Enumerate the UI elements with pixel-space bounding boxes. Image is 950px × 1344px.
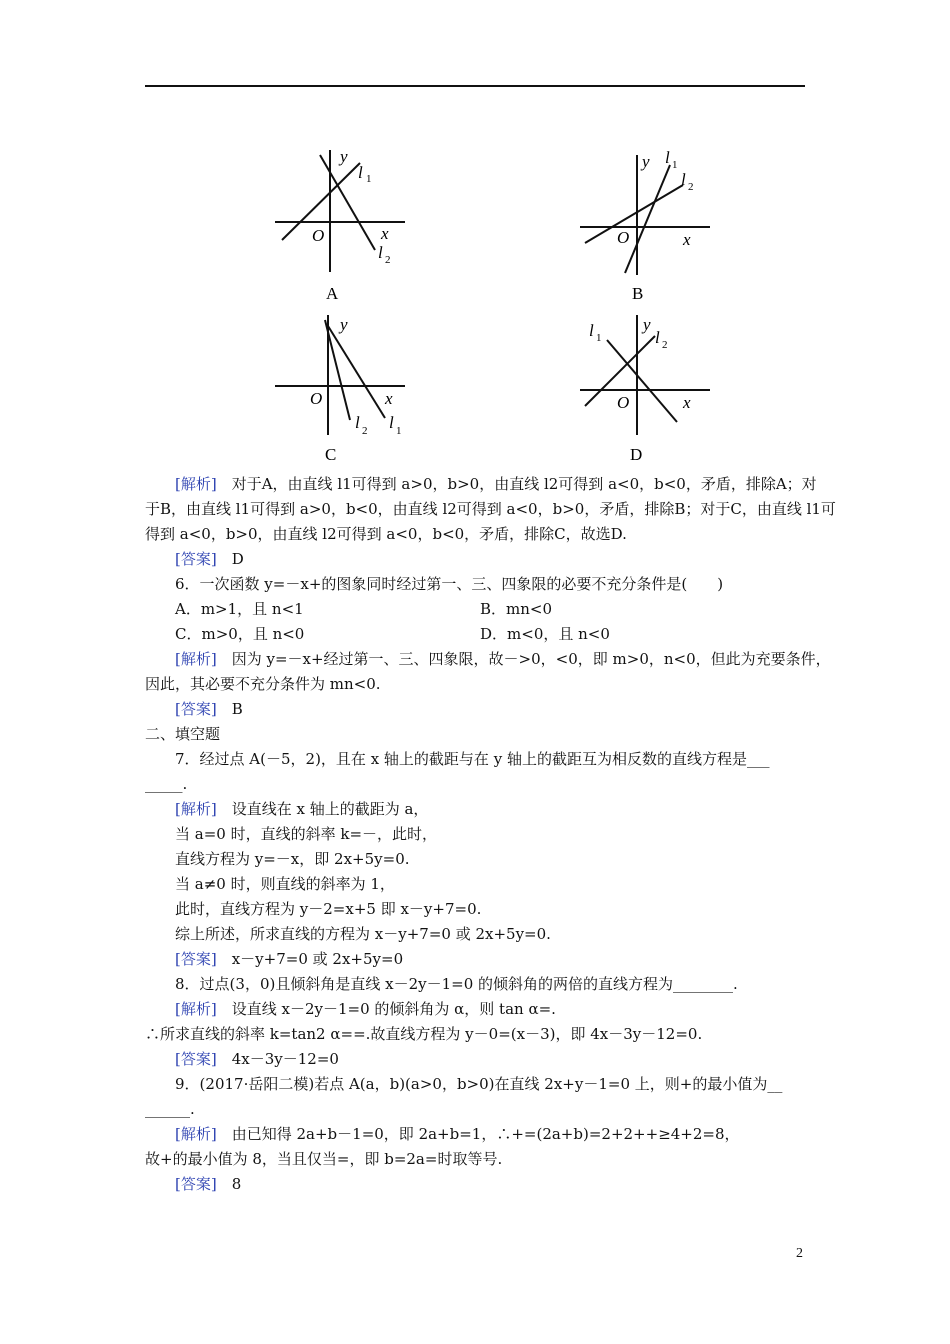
label-tag: [答案] — [175, 550, 217, 568]
line2-label: l — [681, 170, 686, 189]
label-tag: [解析] — [175, 475, 217, 493]
line1-label: l — [358, 163, 363, 182]
line2-label: l — [378, 243, 383, 262]
option-d: D．m<0，且 n<0 — [480, 625, 610, 643]
line2-sub: 2 — [688, 181, 694, 193]
question-9-line2: ______. — [145, 1100, 195, 1118]
analysis-q7-line1: [解析] 设直线在 x 轴上的截距为 a， — [175, 800, 429, 818]
document-body — [145, 472, 836, 1197]
figure-caption: D — [630, 445, 643, 464]
answer-q5: [答案] D — [175, 550, 244, 568]
analysis-q6-line1: [解析] 因为 y=－x+经过第一、三、四象限，故－>0，<0，即 m>0，n<0，但此为充要条件， — [175, 650, 831, 668]
figure-b — [575, 145, 725, 305]
answer-q9: [答案] 8 — [175, 1175, 242, 1193]
line1-sub: 1 — [672, 159, 678, 171]
line2-sub: 2 — [362, 425, 368, 437]
options-row-2 — [145, 622, 810, 647]
analysis-q7-line4: 当 a≠0 时，则直线的斜率为 1， — [175, 875, 395, 893]
figure-a — [270, 145, 420, 305]
analysis-q8-line2: ∴所求直线的斜率 k=tan2 α==.故直线方程为 y－0=(x－3)，即 4x－3y－12=0. — [145, 1025, 703, 1043]
line1-sub: 1 — [396, 425, 402, 437]
figure-c-graph — [270, 310, 420, 470]
label-tag: [答案] — [175, 950, 217, 968]
line2-label: l — [355, 413, 360, 432]
axis-x-label: x — [381, 224, 389, 243]
analysis-q9-line2: 故+的最小值为 8，当且仅当=，即 b=2a=时取等号. — [145, 1150, 503, 1168]
line2-sub: 2 — [662, 339, 668, 351]
axis-x-label: x — [683, 393, 691, 412]
analysis-q7-line5: 此时，直线方程为 y－2=x+5 即 x－y+7=0. — [175, 900, 482, 918]
label-tag: [答案] — [175, 1050, 217, 1068]
page-number: 2 — [796, 1246, 803, 1261]
label-tag: [解析] — [175, 1000, 217, 1018]
options-row-1 — [145, 597, 810, 622]
question-7-line2: _____. — [145, 775, 188, 793]
figure-caption: A — [326, 284, 339, 303]
figure-caption: B — [632, 284, 644, 303]
option-a: A．m>1，且 n<1 — [175, 600, 304, 618]
header-rule — [145, 85, 805, 87]
figure-b-graph — [575, 145, 725, 305]
analysis-q5-line1: [解析] 对于A，由直线 l1可得到 a>0，b>0，由直线 l2可得到 a<0，b<0，矛盾，排除A；对 — [175, 475, 817, 493]
line1-label: l — [665, 148, 670, 167]
figure-a-graph — [270, 145, 420, 305]
line1-label: l — [589, 321, 594, 340]
label-tag: [解析] — [175, 800, 217, 818]
line1-sub: 1 — [366, 173, 372, 185]
label-tag: [答案] — [175, 1175, 217, 1193]
axis-y-label: y — [340, 315, 348, 334]
line2-sub: 2 — [385, 254, 391, 266]
label-tag: [解析] — [175, 1125, 217, 1143]
analysis-q6-line2: 因此，其必要不充分条件为 mn<0. — [145, 675, 381, 693]
analysis-q5-line2: 于B，由直线 l1可得到 a>0，b<0，由直线 l2可得到 a<0，b>0，矛盾，排除B；对于C，由直线 l1可 — [145, 500, 836, 518]
answer-q7: [答案] x－y+7=0 或 2x+5y=0 — [175, 950, 404, 968]
analysis-q7-line6: 综上所述，所求直线的方程为 x－y+7=0 或 2x+5y=0. — [175, 925, 551, 943]
label-tag: [答案] — [175, 700, 217, 718]
axis-y-label: y — [340, 147, 348, 166]
figure-d-graph — [575, 310, 725, 470]
figure-caption: C — [325, 445, 337, 464]
question-9-line1: 9．(2017·岳阳二模)若点 A(a，b)(a>0，b>0)在直线 2x+y－1=0 上，则+的最小值为__ — [175, 1075, 783, 1093]
origin-label: O — [312, 226, 325, 245]
question-7-line1: 7．经过点 A(－5，2)，且在 x 轴上的截距与在 y 轴上的截距互为相反数的直线方程是___ — [175, 750, 770, 768]
axis-x-label: x — [385, 389, 393, 408]
analysis-q5-line3: 得到 a<0，b>0，由直线 l2可得到 a<0，b<0，矛盾，排除C，故选D. — [145, 525, 627, 543]
figure-d — [575, 310, 725, 470]
option-b: B．mn<0 — [480, 600, 553, 618]
axis-y-label: y — [643, 315, 651, 334]
question-8: 8．过点(3，0)且倾斜角是直线 x－2y－1=0 的倾斜角的两倍的直线方程为________. — [175, 975, 738, 993]
line1-label: l — [389, 413, 394, 432]
answer-q8: [答案] 4x－3y－12=0 — [175, 1050, 339, 1068]
line1-sub: 1 — [596, 332, 602, 344]
origin-label: O — [617, 393, 630, 412]
analysis-q8-line1: [解析] 设直线 x－2y－1=0 的倾斜角为 α，则 tan α=. — [175, 1000, 556, 1018]
origin-label: O — [310, 389, 323, 408]
question-6: 6．一次函数 y=－x+的图象同时经过第一、三、四象限的必要不充分条件是( ) — [175, 575, 724, 593]
axis-x-label: x — [683, 230, 691, 249]
analysis-q7-line3: 直线方程为 y=－x，即 2x+5y=0. — [175, 850, 410, 868]
label-tag: [解析] — [175, 650, 217, 668]
axis-y-label: y — [642, 152, 650, 171]
analysis-q7-line2: 当 a=0 时，直线的斜率 k=－，此时， — [175, 825, 438, 843]
analysis-q9-line1: [解析] 由已知得 2a+b－1=0，即 2a+b=1，∴+=(2a+b)=2+2++≥4+2=8， — [175, 1125, 740, 1143]
line2-label: l — [655, 328, 660, 347]
figure-c — [270, 310, 420, 470]
origin-label: O — [617, 228, 630, 247]
section-heading: 二、填空题 — [145, 725, 221, 743]
answer-q6: [答案] B — [175, 700, 243, 718]
option-c: C．m>0，且 n<0 — [175, 625, 305, 643]
